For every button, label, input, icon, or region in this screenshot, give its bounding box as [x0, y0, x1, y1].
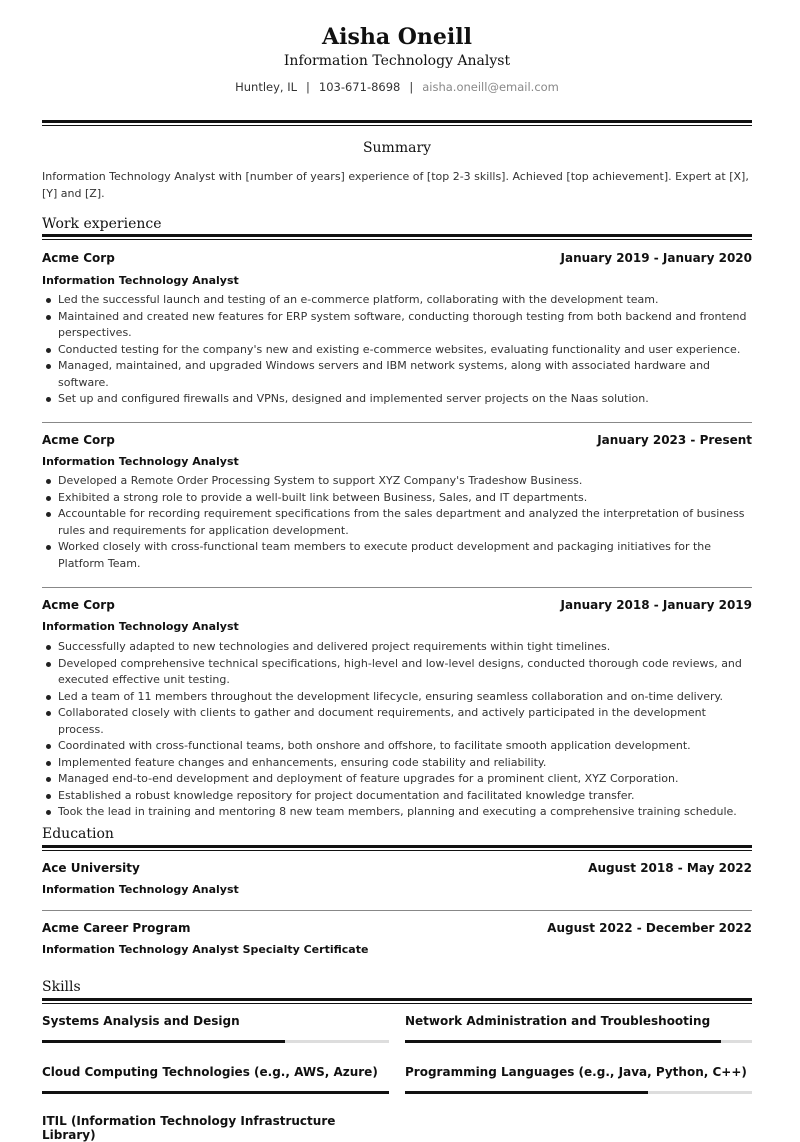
education-degree: Information Technology Analyst	[42, 883, 239, 896]
list-item: Exhibited a strong role to provide a well-built link between Business, Sales, and IT departments.	[42, 490, 752, 507]
section-divider	[42, 845, 752, 848]
section-divider	[42, 239, 752, 240]
job-divider	[42, 422, 752, 423]
education-dates: August 2018 - May 2022	[588, 861, 752, 875]
skill-label: Network Administration and Troubleshooting	[405, 1014, 711, 1028]
list-item: Implemented feature changes and enhancements, ensuring code stability and reliability.	[42, 755, 752, 772]
skill-bar	[405, 1091, 752, 1094]
skills-heading: Skills	[42, 979, 81, 995]
job-company: Acme Corp	[42, 598, 115, 612]
candidate-name: Aisha Oneill	[322, 24, 472, 50]
list-item: Developed a Remote Order Processing System to support XYZ Company's Tradeshow Business.	[42, 473, 752, 490]
section-divider	[42, 850, 752, 851]
list-item: Developed comprehensive technical specifications, high-level and low-level designs, conducted thorough code reviews, and executed effective unit testing.	[42, 656, 752, 689]
section-divider	[42, 1003, 752, 1004]
skill-bar	[42, 1040, 389, 1043]
list-item: Set up and configured firewalls and VPNs, designed and implemented server projects on the Naas solution.	[42, 391, 752, 408]
skill-label: Systems Analysis and Design	[42, 1014, 240, 1028]
list-item: Established a robust knowledge repository for project documentation and facilitated knowledge transfer.	[42, 788, 752, 805]
list-item: Managed end-to-end development and deployment of feature upgrades for a prominent client, XYZ Corporation.	[42, 771, 752, 788]
section-divider	[42, 998, 752, 1001]
skill-item	[405, 1065, 752, 1079]
list-item: Led the successful launch and testing of an e-commerce platform, collaborating with the development team.	[42, 292, 752, 309]
skill-bar	[42, 1091, 389, 1094]
skill-item	[42, 1014, 389, 1028]
contact-line	[42, 80, 752, 94]
skill-bar	[405, 1040, 752, 1043]
education-school: Ace University	[42, 861, 140, 875]
list-item: Successfully adapted to new technologies and delivered project requirements within tight timelines.	[42, 639, 752, 656]
job-role: Information Technology Analyst	[42, 455, 239, 468]
list-item: Led a team of 11 members throughout the development lifecycle, ensuring seamless collaboration and on-time delivery.	[42, 689, 752, 706]
list-item: Accountable for recording requirement specifications from the sales department and analyzed the interpretation of business rules and requirements for application development.	[42, 506, 752, 539]
skill-label: Programming Languages (e.g., Java, Python, C++)	[405, 1065, 747, 1079]
job-role: Information Technology Analyst	[42, 620, 239, 633]
job-bullets	[42, 292, 752, 408]
list-item: Took the lead in training and mentoring 8 new team members, planning and executing a comprehensive training schedule.	[42, 804, 752, 821]
candidate-title: Information Technology Analyst	[283, 53, 511, 69]
job-company: Acme Corp	[42, 433, 115, 447]
summary-text: Information Technology Analyst with [number of years] experience of [top 2-3 skills]. Achieved [top achievement]. Expert at [X], [Y] and [Z].	[42, 170, 749, 200]
skill-item	[42, 1114, 389, 1142]
job-bullets	[42, 639, 752, 821]
location: Huntley, IL	[235, 80, 298, 94]
list-item: Worked closely with cross-functional team members to execute product development and packaging initiatives for the Platform Team.	[42, 539, 752, 572]
job-divider	[42, 587, 752, 588]
skill-level-fill	[405, 1040, 721, 1043]
header-divider	[42, 125, 752, 126]
list-item: Maintained and created new features for ERP system software, conducting thorough testing from both backend and frontend perspectives.	[42, 309, 752, 342]
education-heading: Education	[42, 826, 114, 842]
separator: |	[409, 80, 414, 94]
list-item: Managed, maintained, and upgraded Windows servers and IBM network systems, along with associated hardware and software.	[42, 358, 752, 391]
skill-label: ITIL (Information Technology Infrastructure Library)	[42, 1114, 336, 1142]
header-divider	[42, 120, 752, 123]
education-degree: Information Technology Analyst Specialty Certificate	[42, 943, 369, 956]
education-school: Acme Career Program	[42, 921, 191, 935]
work-experience-heading: Work experience	[42, 216, 162, 232]
job-dates: January 2019 - January 2020	[560, 251, 752, 265]
skill-label: Cloud Computing Technologies (e.g., AWS, Azure)	[42, 1065, 378, 1079]
job-bullets	[42, 473, 752, 572]
separator: |	[306, 80, 310, 94]
skill-item	[42, 1065, 389, 1079]
skill-item	[405, 1014, 752, 1028]
phone: 103-671-8698	[318, 80, 401, 94]
job-dates: January 2023 - Present	[597, 433, 752, 447]
list-item: Conducted testing for the company's new and existing e-commerce websites, evaluating functionality and user experience.	[42, 342, 752, 359]
job-role: Information Technology Analyst	[42, 274, 239, 287]
email-link[interactable]: aisha.oneill@email.com	[422, 80, 559, 94]
list-item: Coordinated with cross-functional teams, both onshore and offshore, to facilitate smooth application development.	[42, 738, 752, 755]
section-divider	[42, 234, 752, 237]
education-dates: August 2022 - December 2022	[547, 921, 752, 935]
list-item: Collaborated closely with clients to gather and document requirements, and actively participated in the development process.	[42, 705, 752, 738]
skill-level-fill	[42, 1040, 285, 1043]
skill-level-fill	[42, 1091, 389, 1094]
job-dates: January 2018 - January 2019	[560, 598, 752, 612]
job-company: Acme Corp	[42, 251, 115, 265]
skill-level-fill	[405, 1091, 648, 1094]
summary-heading: Summary	[362, 140, 432, 156]
education-divider	[42, 910, 752, 911]
